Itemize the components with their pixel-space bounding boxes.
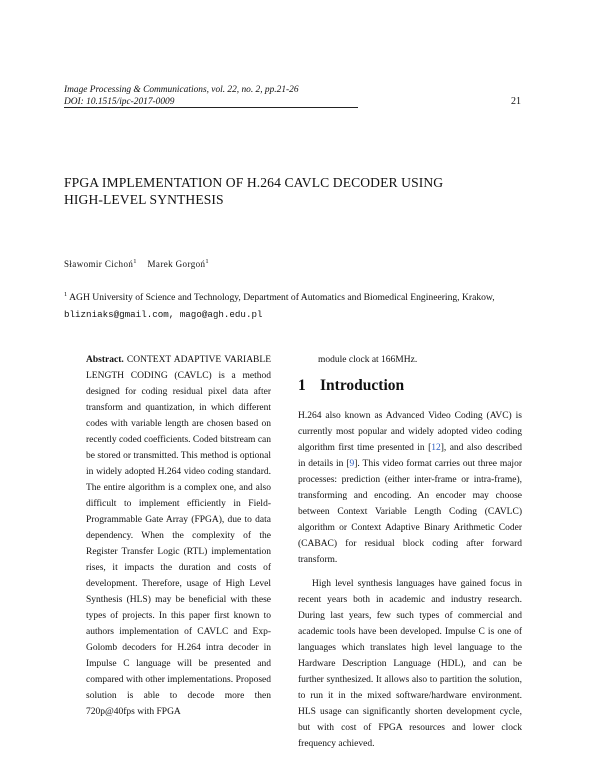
emails: blizniaks@gmail.com, mago@agh.edu.pl xyxy=(64,309,263,320)
title-line-1: FPGA IMPLEMENTATION OF H.264 CAVLC DECODER USING xyxy=(64,175,444,190)
authors xyxy=(64,258,209,269)
citation-link[interactable]: 9 xyxy=(349,459,355,469)
page-number: 21 xyxy=(511,96,521,107)
intro-p1-part-c: ]. This video format carries out three major processes: prediction (either inter-frame or intra-frame), transforming and encoding. An encoder may choose between Context Variable Length Coding (CAVLC) algorithm or Context Adaptive Binary Arithmetic Coder (CABAC) for residual block coding after forward transform. xyxy=(298,459,522,565)
journal-citation: Image Processing & Communications, vol. 22, no. 2, pp.21-26 xyxy=(64,85,299,95)
paper-title xyxy=(64,174,504,208)
intro-p1-part-a: H.264 also known as Advanced Video Coding (AVC) is currently most popular and widely adopted video coding algorithm first time presented in [ xyxy=(298,411,522,453)
author-1: Sławomir Cichoń xyxy=(64,259,134,269)
abstract-text: CONTEXT ADAPTIVE VARIABLE LENGTH CODING (CAVLC) is a method designed for coding residual pixel data after transform and quantization, in which different codes with variable length are chosen based on recently coded coefficients. Coded bitstream can be stored or transmitted. This method is optional in widely adopted H.264 video coding standard. The entire algorithm is a complex one, and also difficult to implement efficiently in Field-Programmable Gate Array (FPGA), due to data dependency. When the complexity of the Register Transfer Logic (RTL) implementation rises, it impacts the duration and costs of development. Therefore, usage of High Level Synthesis (HLS) may be beneficial with these types of projects. In this paper first known to authors implementation of CAVLC and Exp-Golomb decoders for H.264 intra decoder in Impulse C language will be presented and compared with other implementations. Proposed solution is able to decode more then 720p@40fps with FPGA xyxy=(86,355,271,717)
abstract-continuation: module clock at 166MHz. xyxy=(318,355,418,365)
section-heading xyxy=(298,378,522,394)
intro-paragraph-1 xyxy=(298,408,522,568)
author-2-affil-mark: 1 xyxy=(205,258,210,265)
right-column xyxy=(298,352,522,752)
affiliation-mark: 1 xyxy=(64,291,68,298)
intro-p1-part-b: ], and also described in details in [ xyxy=(298,443,523,469)
citation-link[interactable]: 12 xyxy=(431,443,441,453)
header-rule xyxy=(64,107,358,108)
doi: DOI: 10.1515/ipc-2017-0009 xyxy=(64,97,175,107)
section-number: 1 xyxy=(298,377,306,394)
abstract-column xyxy=(86,352,271,720)
title-line-2: HIGH-LEVEL SYNTHESIS xyxy=(64,192,224,207)
author-1-affil-mark: 1 xyxy=(133,258,137,265)
abstract-label: Abstract. xyxy=(86,355,124,365)
section-title: Introduction xyxy=(320,377,405,394)
intro-paragraph-2: High level synthesis languages have gained focus in recent years both in academic and industry research. During last years, few such types of commercial and academic tools have been developed. Impulse C is one of languages which translates high level language to the Hardware Description Language (HDL), and can be further synthesized. It allows also to partition the solution, to run it in the mixed software/hardware environment. HLS usage can significantly shorten development cycle, but with cost of FPGA resources and lower clock frequency achieved. xyxy=(298,579,522,749)
abstract xyxy=(86,352,271,720)
author-2: Marek Gorgoń xyxy=(147,259,206,269)
affiliation xyxy=(64,291,495,303)
journal-header xyxy=(64,84,299,108)
affiliation-text: AGH University of Science and Technology, Department of Automatics and Biomedical Engineering, Krakow, xyxy=(69,292,495,304)
